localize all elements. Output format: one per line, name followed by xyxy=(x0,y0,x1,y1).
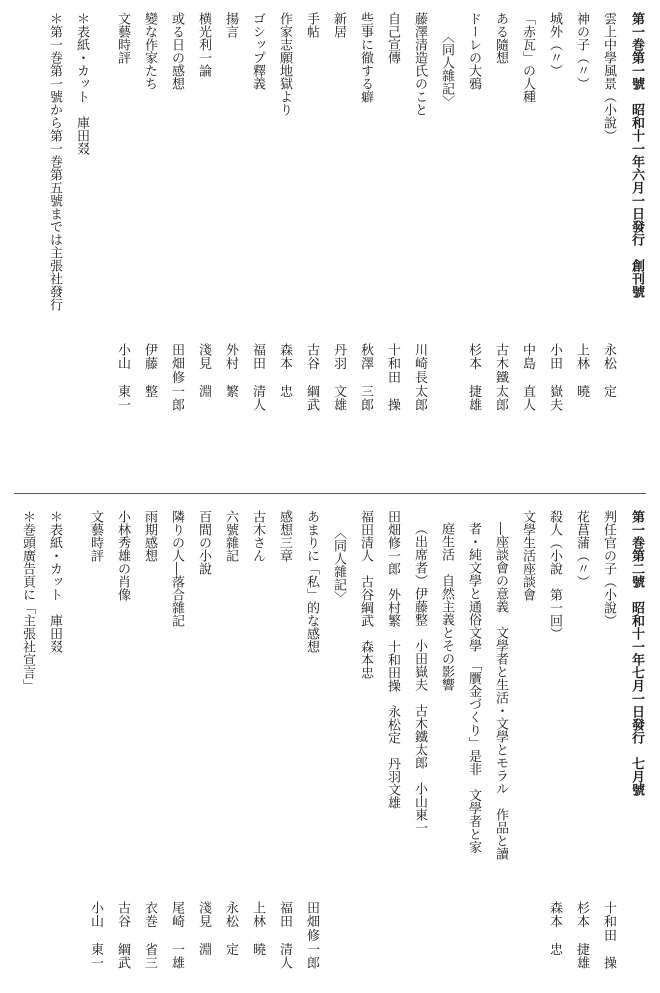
cover-credit-text: ＊表紙・カット 庫田叕 xyxy=(74,12,89,155)
issue-1-header-text: 第一巻第一號 昭和十一年六月一日發行 創刊號 xyxy=(629,12,644,298)
entry-author: 上林 曉 xyxy=(574,343,589,399)
toc-row xyxy=(514,0,541,490)
entry-title: ドーレの大鴉 xyxy=(466,12,481,90)
entry-title: 藤澤清造氏のこと xyxy=(412,12,427,116)
toc-row xyxy=(163,0,190,490)
toc-row xyxy=(433,0,460,490)
entry-title: 判任官の子（小說） xyxy=(601,510,616,627)
zadankai-text: 福田清人 古谷綱武 森本忠 xyxy=(358,510,373,679)
entry-author: 小山 東一 xyxy=(88,901,103,970)
entry-author: 小山 東一 xyxy=(115,343,130,412)
entry-title: 百間の小說 xyxy=(196,510,211,575)
zadankai-text: ―座談會の意義 文學者と生活・文學とモラル 作品と讀 xyxy=(493,522,508,860)
toc-row xyxy=(163,496,190,993)
zadankai-text: 庭生活 自然主義とその影響 xyxy=(439,522,454,691)
zadankai-line xyxy=(433,496,460,993)
entry-title: 或る日の感想 xyxy=(169,12,184,90)
toc-row xyxy=(406,0,433,490)
issue-1-section xyxy=(0,0,660,490)
issue-2-header xyxy=(623,496,650,993)
entry-title: 作家志願地獄より xyxy=(277,12,292,116)
toc-row xyxy=(271,0,298,490)
publisher-note-text: ＊巻頭廣告頁に「主張社宣言」 xyxy=(20,510,35,692)
entry-title: 文藝時評 xyxy=(115,12,130,64)
entry-title: 新居 xyxy=(331,12,346,38)
entry-author: 森本 忠 xyxy=(277,343,292,399)
entry-title: 變な作家たち xyxy=(142,12,157,90)
toc-row xyxy=(460,0,487,490)
toc-row xyxy=(487,0,514,490)
toc-row xyxy=(271,496,298,993)
entry-title: 六號雜記 xyxy=(223,510,238,562)
entry-author: 中島 直人 xyxy=(520,343,535,412)
entry-author: 外村 繁 xyxy=(223,343,238,399)
entry-title: 城外（〃） xyxy=(547,12,562,77)
toc-row xyxy=(298,0,325,490)
toc-row xyxy=(595,496,622,993)
entry-author: 永松 定 xyxy=(223,901,238,957)
issue-2-section xyxy=(0,496,660,993)
entry-title: 自己宣傳 xyxy=(385,12,400,64)
zadankai-line xyxy=(406,496,433,993)
zadankai-text: （出席者）伊藤整 小田嶽夫 古木鐵太郎 小山東一 xyxy=(412,522,427,834)
toc-row xyxy=(541,496,568,993)
entry-title: 雨期感想 xyxy=(142,510,157,562)
entry-title: 手帖 xyxy=(304,12,319,38)
entry-author: 尾崎 一雄 xyxy=(169,901,184,970)
toc-row xyxy=(217,0,244,490)
section-heading: 〈同人雜記〉 xyxy=(331,526,346,604)
issue-2-header-text: 第一巻第二號 昭和十一年七月一日發行 七月號 xyxy=(629,510,644,796)
zadankai-line xyxy=(352,496,379,993)
entry-title: 揚言 xyxy=(223,12,238,38)
entry-author: 杉本 捷雄 xyxy=(574,901,589,970)
entry-title: 雲上中學風景（小說） xyxy=(601,12,616,142)
entry-author: 上林 曉 xyxy=(250,901,265,957)
toc-row xyxy=(379,0,406,490)
entry-author: 淺見 淵 xyxy=(196,343,211,399)
cover-credit-text: ＊表紙・カット 庫田叕 xyxy=(47,510,62,653)
spacer xyxy=(95,0,109,490)
entry-author: 田畑修一郎 xyxy=(304,901,319,970)
entry-title: 横光利一論 xyxy=(196,12,211,77)
entry-author: 福田 清人 xyxy=(250,343,265,412)
toc-row xyxy=(136,0,163,490)
toc-row xyxy=(190,496,217,993)
issue-1-header xyxy=(623,0,650,490)
entry-author: 森本 忠 xyxy=(547,901,562,957)
entry-title: あまりに「私」的な感想 xyxy=(304,510,319,653)
cover-credit xyxy=(68,0,95,490)
entry-author: 伊藤 整 xyxy=(142,343,157,399)
publisher-note-text: ＊第一巻第一號から第一巻第五號までは主張社發行 xyxy=(47,12,62,311)
entry-title: 「赤瓦」の人種 xyxy=(520,12,535,103)
entry-title: ゴシップ釋義 xyxy=(250,12,265,90)
entry-author: 川崎長太郎 xyxy=(412,343,427,412)
toc-row xyxy=(568,0,595,490)
zadankai-line xyxy=(379,496,406,993)
entry-author: 杉本 捷雄 xyxy=(466,343,481,412)
zadankai-line xyxy=(487,496,514,993)
entry-title: 隣りの人―落合雜記 xyxy=(169,510,184,627)
zadankai-line xyxy=(460,496,487,993)
entry-title: 古木さん xyxy=(250,510,265,562)
entry-author: 古木鐵太郎 xyxy=(493,343,508,412)
entry-author: 福田 清人 xyxy=(277,901,292,970)
publisher-note xyxy=(14,496,41,993)
toc-row xyxy=(217,496,244,993)
entry-author: 衣巻 省三 xyxy=(142,901,157,970)
entry-title: 殺人（小說 第一回） xyxy=(547,510,562,640)
toc-row xyxy=(352,0,379,490)
entry-title: 神の子（〃） xyxy=(574,12,589,90)
entry-author: 古谷 綱武 xyxy=(115,901,130,970)
cover-credit xyxy=(41,496,68,993)
entry-author: 永松 定 xyxy=(601,343,616,399)
entry-author: 十和田 操 xyxy=(385,343,400,412)
entry-title: 些事に徹する癖 xyxy=(358,12,373,103)
toc-row xyxy=(82,496,109,993)
entry-title: 小林秀雄の肖像 xyxy=(115,510,130,601)
toc-row xyxy=(244,496,271,993)
entry-author: 十和田 操 xyxy=(601,901,616,970)
entry-author: 丹羽 文雄 xyxy=(331,343,346,412)
toc-row xyxy=(298,496,325,993)
toc-row xyxy=(325,496,352,993)
toc-row xyxy=(568,496,595,993)
toc-row xyxy=(109,496,136,993)
entry-author: 田畑修一郎 xyxy=(169,343,184,412)
spacer xyxy=(68,496,82,993)
entry-title: 感想三章 xyxy=(277,510,292,562)
zadankai-text: 田畑修一郎 外村繁 十和田操 永松定 丹羽文雄 xyxy=(385,510,400,809)
toc-row xyxy=(325,0,352,490)
zadankai-title-row xyxy=(514,496,541,993)
entry-title: ある隨想 xyxy=(493,12,508,64)
toc-row xyxy=(541,0,568,490)
entry-author: 古谷 綱武 xyxy=(304,343,319,412)
entry-author: 小田 嶽夫 xyxy=(547,343,562,412)
toc-row xyxy=(109,0,136,490)
toc-row xyxy=(136,496,163,993)
zadankai-text: 者・純文學と通俗文學 「贋金づくり」是非 文學者と家 xyxy=(466,522,481,854)
section-heading: 〈同人雜記〉 xyxy=(439,30,454,108)
publisher-note xyxy=(41,0,68,490)
toc-row xyxy=(244,0,271,490)
toc-row xyxy=(595,0,622,490)
section-divider xyxy=(14,493,646,494)
toc-row xyxy=(190,0,217,490)
zadankai-title: 文學生活座談會 xyxy=(520,510,535,601)
entry-title: 文藝時評 xyxy=(88,510,103,562)
entry-author: 淺見 淵 xyxy=(196,901,211,957)
entry-title: 花菖蒲（〃） xyxy=(574,510,589,588)
entry-author: 秋澤 三郎 xyxy=(358,343,373,412)
